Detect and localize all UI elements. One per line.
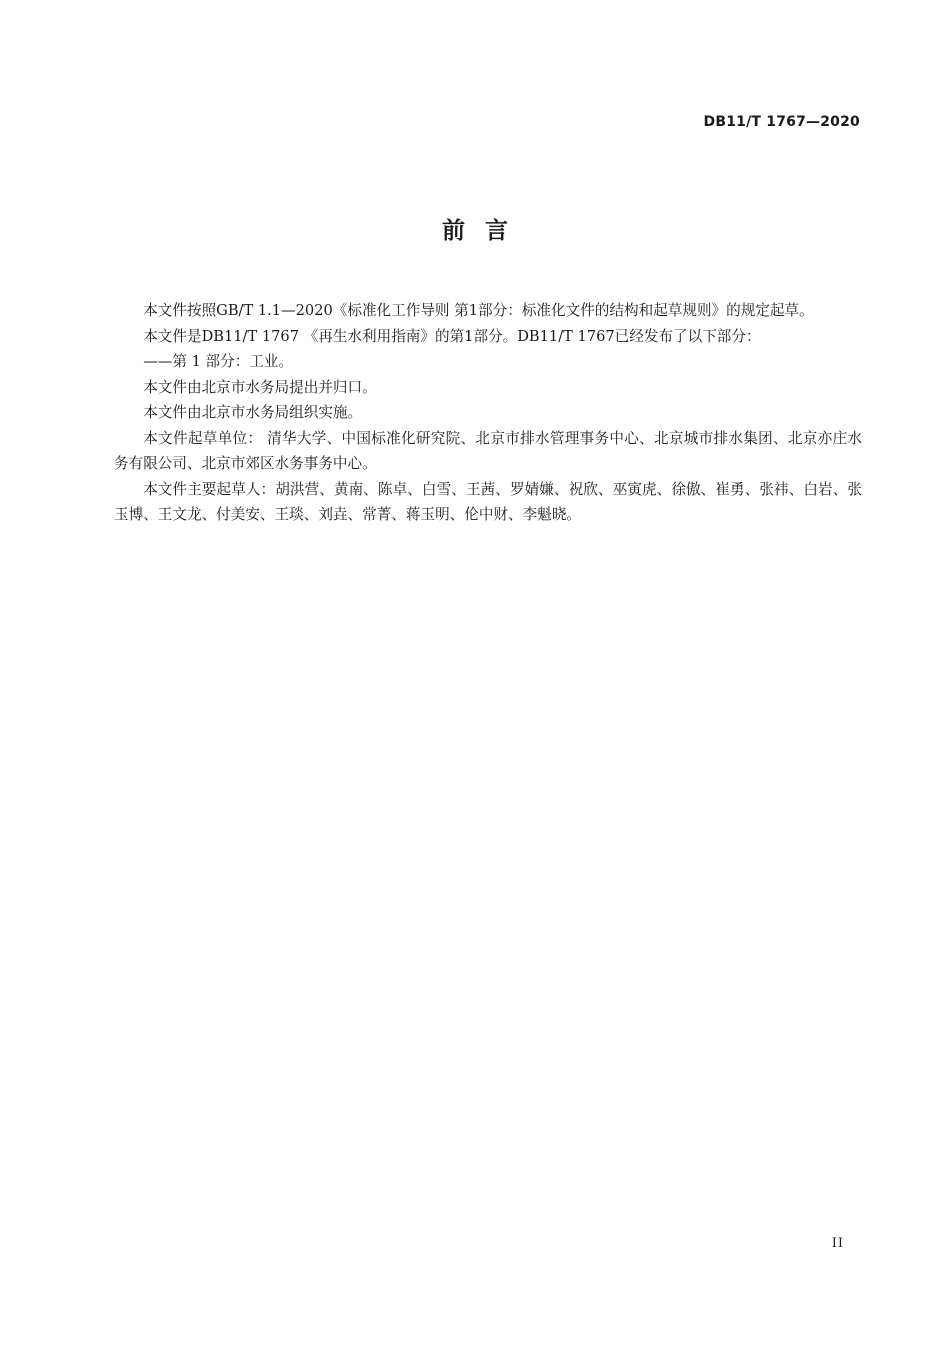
paragraph-drafting-units: 本文件起草单位： 清华大学、中国标准化研究院、北京市排水管理事务中心、北京城市排水集团、北京亦庄水务有限公司、北京市郊区水务事务中心。 — [114, 429, 862, 472]
foreword-body — [114, 298, 862, 528]
document-code: DB11/T 1767—2020 — [703, 114, 860, 130]
paragraph-part-list: ——第 1 部分：工业。 — [143, 353, 294, 370]
paragraph-implementer: 本文件由北京市水务局组织实施。 — [143, 404, 363, 421]
page-title: 前言 — [442, 218, 528, 244]
page-number: II — [831, 1236, 844, 1251]
paragraph-proposer: 本文件由北京市水务局提出并归口。 — [143, 378, 377, 396]
paragraph-drafters: 本文件主要起草人：胡洪营、黄南、陈卓、白雪、王茜、罗婧嫌、祝欣、巫寅虎、徐傲、崔勇、张祎、白岩、张玉博、王文龙、付美安、王琰、刘垚、常菁、蒋玉明、伦中财、李魁晓。 — [114, 480, 862, 523]
paragraph-part-info: 本文件是DB11/T 1767 《再生水利用指南》的第1部分。DB11/T 1767已经发布了以下部分： — [143, 327, 761, 345]
paragraph-drafting-rules: 本文件按照GB/T 1.1—2020《标准化工作导则 第1部分：标准化文件的结构和起草规则》的规定起草。 — [143, 302, 814, 319]
